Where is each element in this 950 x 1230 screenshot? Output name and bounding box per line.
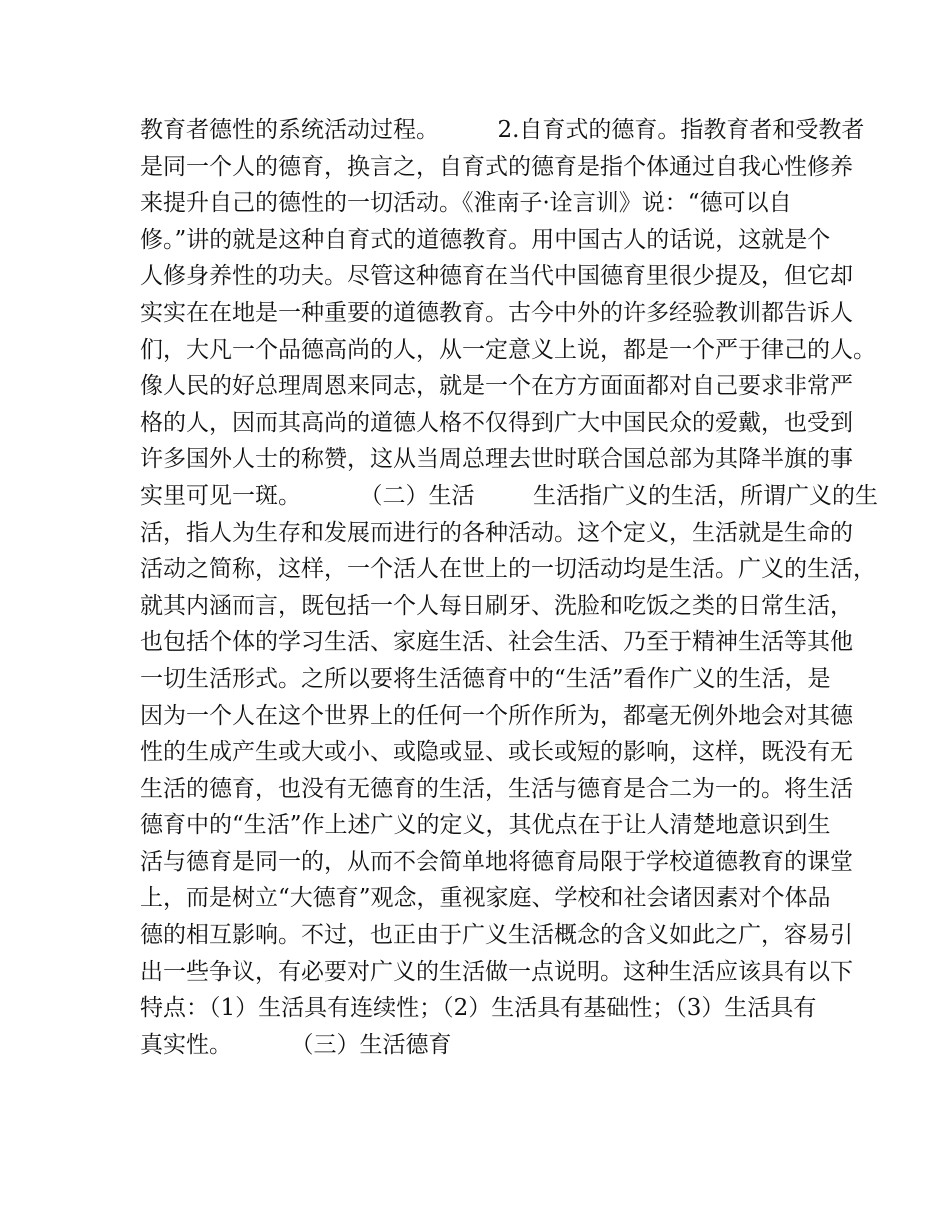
text-line: 人修身养性的功夫。尽管这种德育在当代中国德育里很少提及，但它却 — [140, 263, 853, 290]
text-line: 真实性。 （三）生活德育 — [140, 1031, 452, 1058]
text-line: 一切生活形式。之所以要将生活德育中的“生活”看作广义的生活，是 — [140, 665, 831, 692]
text-line: 因为一个人在这个世界上的任何一个所作所为，都毫无例外地会对其德 — [140, 702, 853, 729]
text-line: 教育者德性的系统活动过程。 2.自育式的德育。指教育者和受教者 — [140, 117, 865, 143]
text-line: 出一些争议，有必要对广义的生活做一点说明。这种生活应该具有以下 — [140, 958, 853, 985]
text-line: 生活的德育，也没有无德育的生活，生活与德育是合二为一的。将生活 — [140, 775, 853, 802]
text-line: 活与德育是同一的，从而不会简单地将德育局限于学校道德教育的课堂 — [140, 848, 853, 875]
text-line: 们，大凡一个品德高尚的人，从一定意义上说，都是一个严于律己的人。 — [140, 336, 876, 363]
text-line: 活，指人为生存和发展而进行的各种活动。这个定义，生活就是生命的 — [140, 519, 853, 546]
text-line: 许多国外人士的称赞，这从当周总理去世时联合国总部为其降半旗的事 — [140, 446, 853, 473]
text-line: 实实在在地是一种重要的道德教育。古今中外的许多经验教训都告诉人 — [140, 299, 853, 326]
text-line: 修。”讲的就是这种自育式的道德教育。用中国古人的话说，这就是个 — [140, 226, 831, 253]
body-text — [140, 112, 878, 1063]
text-line: 格的人，因而其高尚的道德人格不仅得到广大中国民众的爱戴，也受到 — [140, 409, 853, 436]
text-line: 性的生成产生或大或小、或隐或显、或长或短的影响，这样，既没有无 — [140, 739, 853, 766]
text-line: 是同一个人的德育，换言之，自育式的德育是指个体通过自我心性修养 — [140, 153, 853, 180]
text-line: 实里可见一斑。 （二）生活 生活指广义的生活，所谓广义的生 — [140, 482, 878, 509]
text-line: 活动之简称，这样，一个活人在世上的一切活动均是生活。广义的生活， — [140, 556, 876, 583]
text-line: 上，而是树立“大德育”观念，重视家庭、学校和社会诸因素对个体品 — [140, 885, 831, 912]
text-line: 德育中的“生活”作上述广义的定义，其优点在于让人清楚地意识到生 — [140, 812, 831, 839]
text-line: 像人民的好总理周恩来同志，就是一个在方方面面都对自己要求非常严 — [140, 373, 853, 400]
text-line: 来提升自己的德性的一切活动。《淮南子·诠言训》说：“德可以自 — [140, 190, 792, 217]
text-line: 德的相互影响。不过，也正由于广义生活概念的含义如此之广，容易引 — [140, 922, 853, 949]
text-line: 也包括个体的学习生活、家庭生活、社会生活、乃至于精神生活等其他 — [140, 629, 853, 656]
text-line: 就其内涵而言，既包括一个人每日刷牙、洗脸和吃饭之类的日常生活， — [140, 592, 853, 619]
text-line: 特点：（1）生活具有连续性；（2）生活具有基础性；（3）生活具有 — [140, 995, 817, 1022]
